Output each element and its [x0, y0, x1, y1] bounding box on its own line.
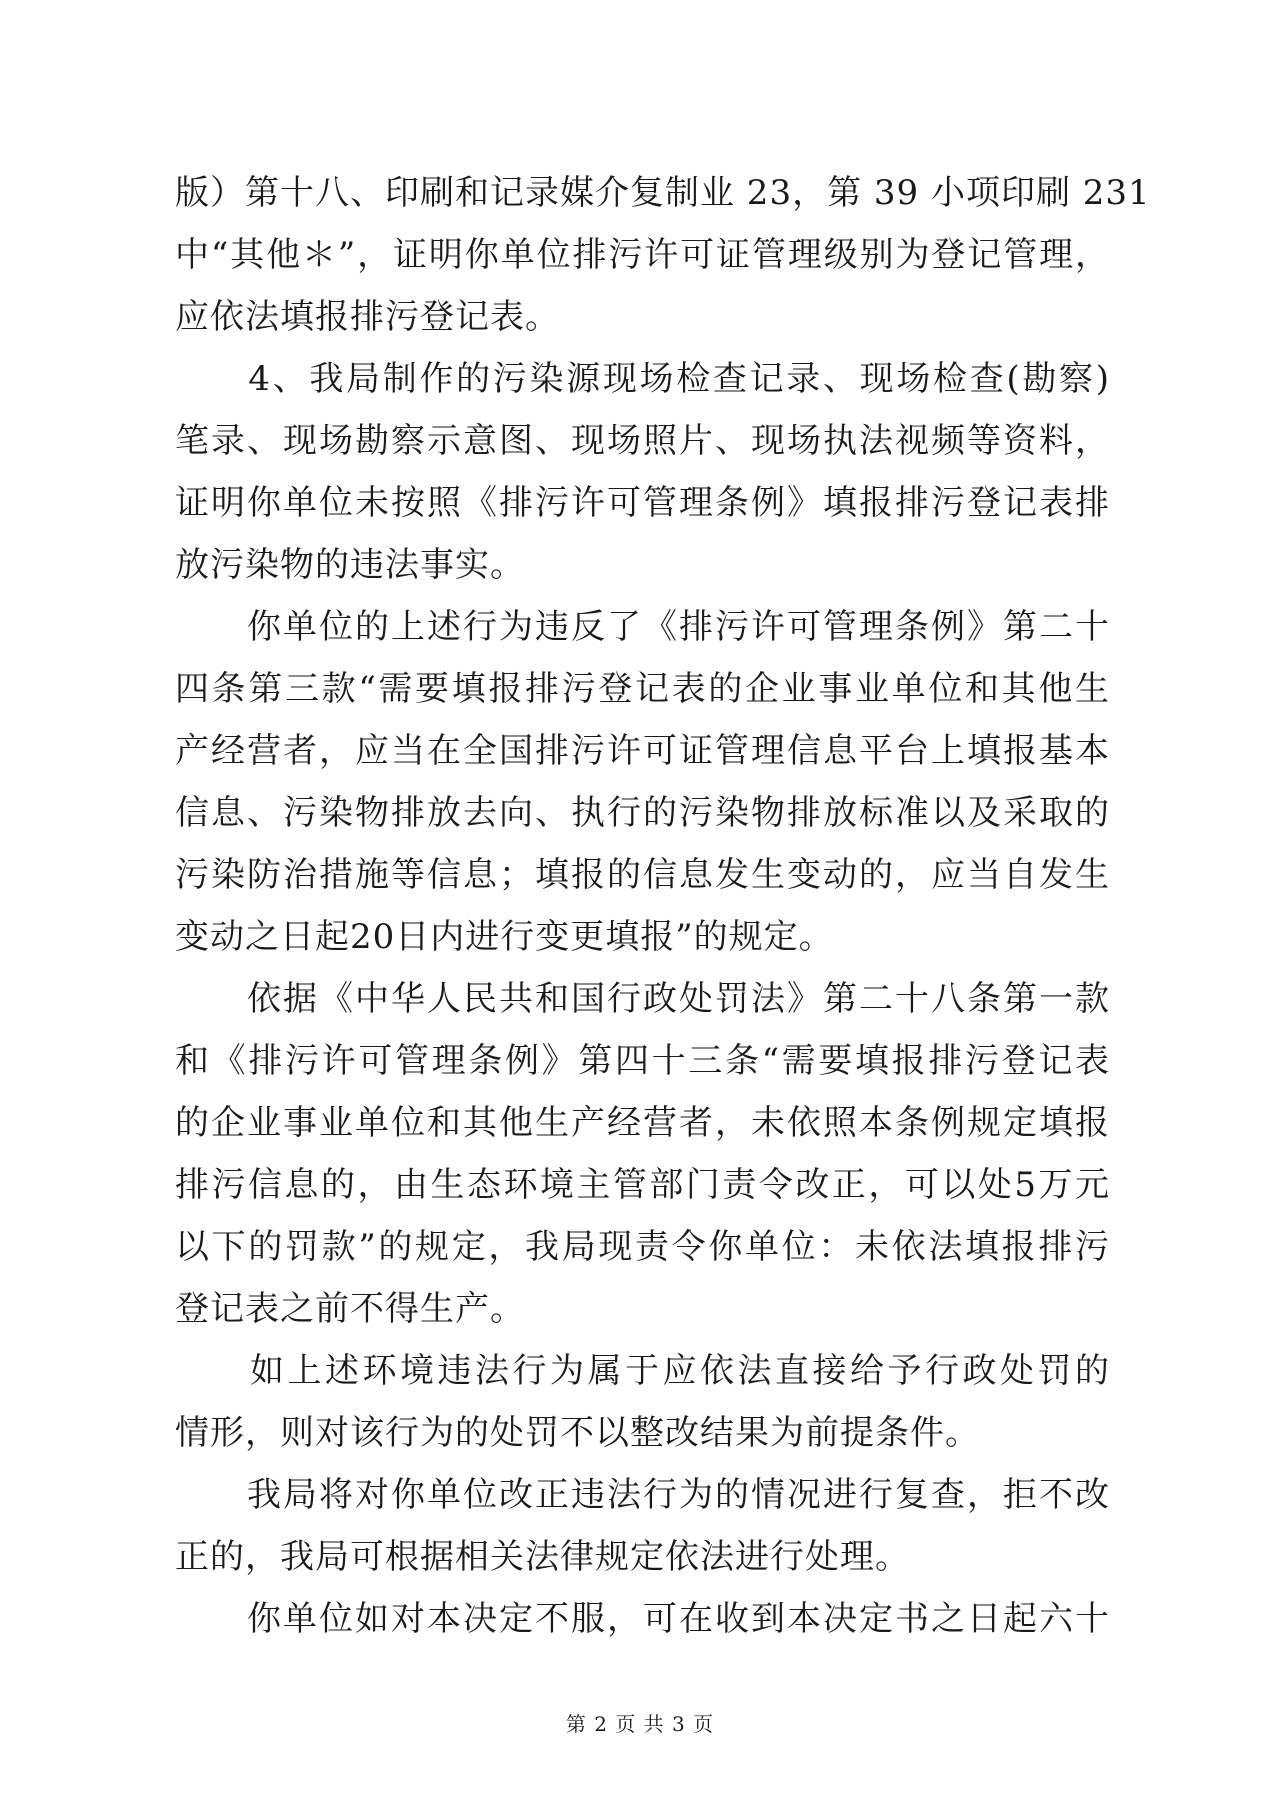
- text-line: 和《排污许可管理条例》第四十三条“需要填报排污登记表: [175, 1041, 1110, 1081]
- text-line: 的企业事业单位和其他生产经营者，未依照本条例规定填报: [175, 1103, 1110, 1143]
- text-line: 你单位如对本决定不服，可在收到本决定书之日起六十: [175, 1599, 1110, 1639]
- page-number-footer: 第 2 页 共 3 页: [565, 1712, 715, 1736]
- text-line: 排污信息的，由生态环境主管部门责令改正，可以处5万元: [175, 1165, 1110, 1205]
- text-line: 变动之日起20日内进行变更填报”的规定。: [175, 917, 834, 957]
- body-text: [175, 162, 1151, 1650]
- text-line: 登记表之前不得生产。: [175, 1289, 525, 1329]
- text-line: 应依法填报排污登记表。: [175, 297, 560, 337]
- text-line: 情形，则对该行为的处罚不以整改结果为前提条件。: [175, 1413, 980, 1453]
- text-line: 信息、污染物排放去向、执行的污染物排放标准以及采取的: [175, 793, 1110, 833]
- text-line: 我局将对你单位改正违法行为的情况进行复查，拒不改: [175, 1475, 1110, 1515]
- text-line: 依据《中华人民共和国行政处罚法》第二十八条第一款: [175, 979, 1110, 1019]
- text-line: 中“其他＊”，证明你单位排污许可证管理级别为登记管理，: [175, 235, 1110, 275]
- text-line: 四条第三款“需要填报排污登记表的企业事业单位和其他生: [175, 669, 1110, 709]
- text-line: 证明你单位未按照《排污许可管理条例》填报排污登记表排: [175, 483, 1110, 523]
- text-line: 如上述环境违法行为属于应依法直接给予行政处罚的: [175, 1351, 1110, 1391]
- text-line: 正的，我局可根据相关法律规定依法进行处理。: [175, 1537, 910, 1577]
- text-line: 放污染物的违法事实。: [175, 545, 525, 585]
- text-line: 4、我局制作的污染源现场检查记录、现场检查(勘察): [175, 359, 1110, 399]
- text-line: 污染防治措施等信息；填报的信息发生变动的，应当自发生: [175, 855, 1110, 895]
- text-line: 以下的罚款”的规定，我局现责令你单位：未依法填报排污: [175, 1227, 1110, 1267]
- text-line: 产经营者，应当在全国排污许可证管理信息平台上填报基本: [175, 731, 1110, 771]
- text-line: 版）第十八、印刷和记录媒介复制业 23，第 39 小项印刷 231: [175, 173, 1151, 213]
- text-line: 你单位的上述行为违反了《排污许可管理条例》第二十: [175, 607, 1110, 647]
- text-line: 笔录、现场勘察示意图、现场照片、现场执法视频等资料，: [175, 421, 1110, 461]
